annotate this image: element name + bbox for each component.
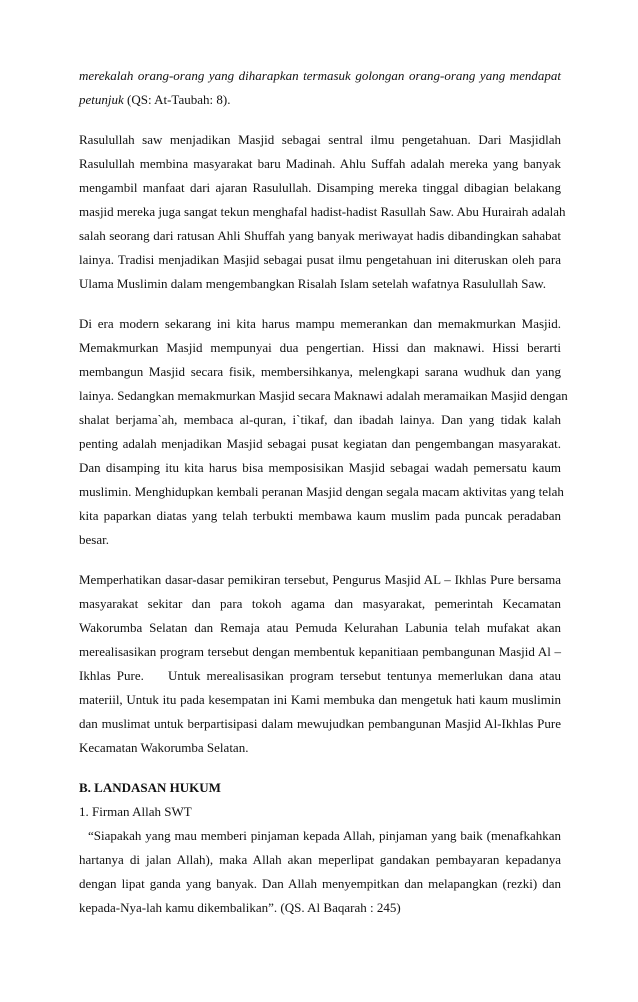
subheading: 1. Firman Allah SWT bbox=[79, 804, 192, 819]
paragraph-line: kita paparkan diatas yang telah terbukti membawa kaum muslim pada puncak peradaban bbox=[79, 508, 561, 523]
paragraph-line: lainya. Tradisi menjadikan Masjid sebagai pusat ilmu pengetahuan ini diteruskan oleh para bbox=[79, 252, 561, 267]
paragraph-line: Rasulullah membina masyarakat baru Madinah. Ahlu Suffah adalah mereka yang banyak bbox=[79, 156, 561, 171]
paragraph-line: Memperhatikan dasar-dasar pemikiran tersebut, Pengurus Masjid AL – Ikhlas Pure bersama bbox=[79, 572, 561, 587]
paragraph-line: Memakmurkan Masjid mempunyai dua pengertian. Hissi dan maknawi. Hissi berarti bbox=[79, 340, 561, 355]
quote-block bbox=[79, 824, 561, 920]
paragraph-line: masyarakat sekitar dan para tokoh agama dan masyarakat, pemerintah Kecamatan bbox=[79, 596, 561, 611]
intro-italic-word: petunjuk bbox=[79, 92, 124, 107]
paragraph-line: materiil, Untuk itu pada kesempatan ini Kami membuka dan mengetuk hati kaum muslimin bbox=[79, 692, 561, 707]
paragraph-line: Rasulullah saw menjadikan Masjid sebagai sentral ilmu pengetahuan. Dari Masjidlah bbox=[79, 132, 561, 147]
quote-line: hartanya di jalan Allah), maka Allah akan meperlipat gandakan pembayaran kepadanya bbox=[79, 852, 561, 867]
quote-line: “Siapakah yang mau memberi pinjaman kepada Allah, pinjaman yang baik (menafkahkan bbox=[88, 828, 561, 843]
paragraph-line: besar. bbox=[79, 532, 109, 547]
paragraph-line: Ikhlas Pure. Untuk merealisasikan program tersebut tentunya memerlukan dana atau bbox=[79, 668, 561, 683]
paragraph-line: Kecamatan Wakorumba Selatan. bbox=[79, 740, 249, 755]
paragraph-line: shalat berjama`ah, membaca al-quran, i`tikaf, dan ibadah lainya. Dan yang tidak kalah bbox=[79, 412, 561, 427]
paragraph-line: Ulama Muslimin dalam mengembangkan Risalah Islam setelah wafatnya Rasulullah Saw. bbox=[79, 276, 547, 291]
paragraph-line: lainya. Sedangkan memakmurkan Masjid secara Maknawi adalah meramaikan Masjid dengan bbox=[79, 388, 568, 403]
paragraph-line: membangun Masjid secara fisik, membersihkanya, melengkapi sarana wudhuk dan yang bbox=[79, 364, 561, 379]
intro-line: merekalah orang-orang yang diharapkan termasuk golongan orang-orang yang mendapat bbox=[79, 68, 561, 83]
paragraph-line: mengambil manfaat dari ajaran Rasulullah. Disamping mereka tinggal dibagian belakang bbox=[79, 180, 561, 195]
paragraph-line: Dan disamping itu kita harus bisa memposisikan Masjid sebagai wadah pemersatu kaum bbox=[79, 460, 561, 475]
paragraph-line: merealisasikan program tersebut dengan membentuk kepanitiaan pembangunan Masjid Al – bbox=[79, 644, 561, 659]
intro-paragraph bbox=[79, 64, 561, 112]
quote-line: kepada-Nya-lah kamu dikembalikan”. (QS. Al Baqarah : 245) bbox=[79, 900, 401, 915]
paragraph-rasulullah bbox=[79, 128, 566, 296]
paragraph-line: muslimin. Menghidupkan kembali peranan Masjid dengan segala macam aktivitas yang telah bbox=[79, 484, 564, 499]
paragraph-line: salah seorang dari ratusan Ahli Shuffah yang banyak meriwayat hadis dibandingkan sahabat bbox=[79, 228, 561, 243]
paragraph-line: penting adalah menjadikan Masjid sebagai pusat kegiatan dan pengembangan masyarakat. bbox=[79, 436, 561, 451]
paragraph-line: masjid mereka juga sangat tekun menghafal hadist-hadist Rasullah Saw. Abu Hurairah adalah bbox=[79, 204, 566, 219]
section-heading: B. LANDASAN HUKUM bbox=[79, 780, 221, 795]
intro-reference: (QS: At-Taubah: 8). bbox=[123, 92, 231, 107]
intro-line-last bbox=[79, 88, 561, 112]
paragraph-line: dan muslimat untuk berpartisipasi dalam mewujudkan pembangunan Masjid Al-Ikhlas Pure bbox=[79, 716, 561, 731]
paragraph-line: Di era modern sekarang ini kita harus mampu memerankan dan memakmurkan Masjid. bbox=[79, 316, 561, 331]
quote-line: dengan lipat ganda yang banyak. Dan Allah menyempitkan dan melapangkan (rezki) dan bbox=[79, 876, 561, 891]
paragraph-era-modern bbox=[79, 312, 568, 552]
paragraph-line: Wakorumba Selatan dan Remaja atau Pemuda Kelurahan Labunia telah mufakat akan bbox=[79, 620, 561, 635]
document-page bbox=[79, 64, 568, 920]
section-landasan-hukum bbox=[79, 776, 561, 920]
paragraph-memperhatikan bbox=[79, 568, 561, 760]
